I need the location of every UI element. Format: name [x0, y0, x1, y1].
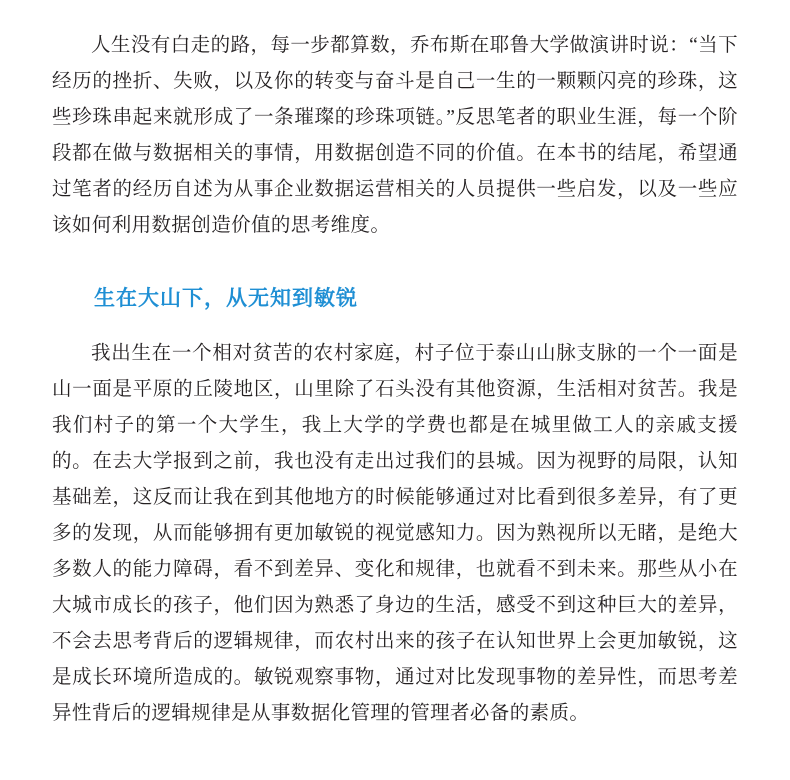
body-paragraph: 我出生在一个相对贫苦的农村家庭，村子位于泰山山脉支脉的一个一面是山一面是平原的丘陵地区，山里除了石头没有其他资源，生活相对贫苦。我是我们村子的第一个大学生，我上大学的学费也都是在城里做工人的亲戚支援的。在去大学报到之前，我也没有走出过我们的县城。因为视野的局限，认知基础差，这反而让我在到其他地方的时候能够通过对比看到很多差异，有了更多的发现，从而能够拥有更加敏锐的视觉感知力。因为熟视所以无睹，是绝大多数人的能力障碍，看不到差异、变化和规律，也就看不到未来。那些从小在大城市成长的孩子，他们因为熟悉了身边的生活，感受不到这种巨大的差异，不会去思考背后的逻辑规律，而农村出来的孩子在认知世界上会更加敏锐，这是成长环境所造成的。敏锐观察事物，通过对比发现事物的差异性，而思考差异性背后的逻辑规律是从事数据化管理的管理者必备的素质。 [52, 343, 738, 724]
spacer-after-heading [52, 314, 738, 336]
section-heading: 生在大山下，从无知到敏锐 [94, 287, 358, 310]
spacer-before-heading [52, 244, 738, 284]
intro-paragraph: 人生没有白走的路，每一步都算数，乔布斯在耶鲁大学做演讲时说：“当下经历的挫折、失败，以及你的转变与奋斗是自己一生的一颗颗闪亮的珍珠，这些珍珠串起来就形成了一条璀璨的珍珠项链。”反思笔者的职业生涯，每一个阶段都在做与数据相关的事情，用数据创造不同的价值。在本书的结尾，希望通过笔者的经历自述为从事企业数据运营相关的人员提供一些启发，以及一些应该如何利用数据创造价值的思考维度。 [52, 35, 738, 236]
